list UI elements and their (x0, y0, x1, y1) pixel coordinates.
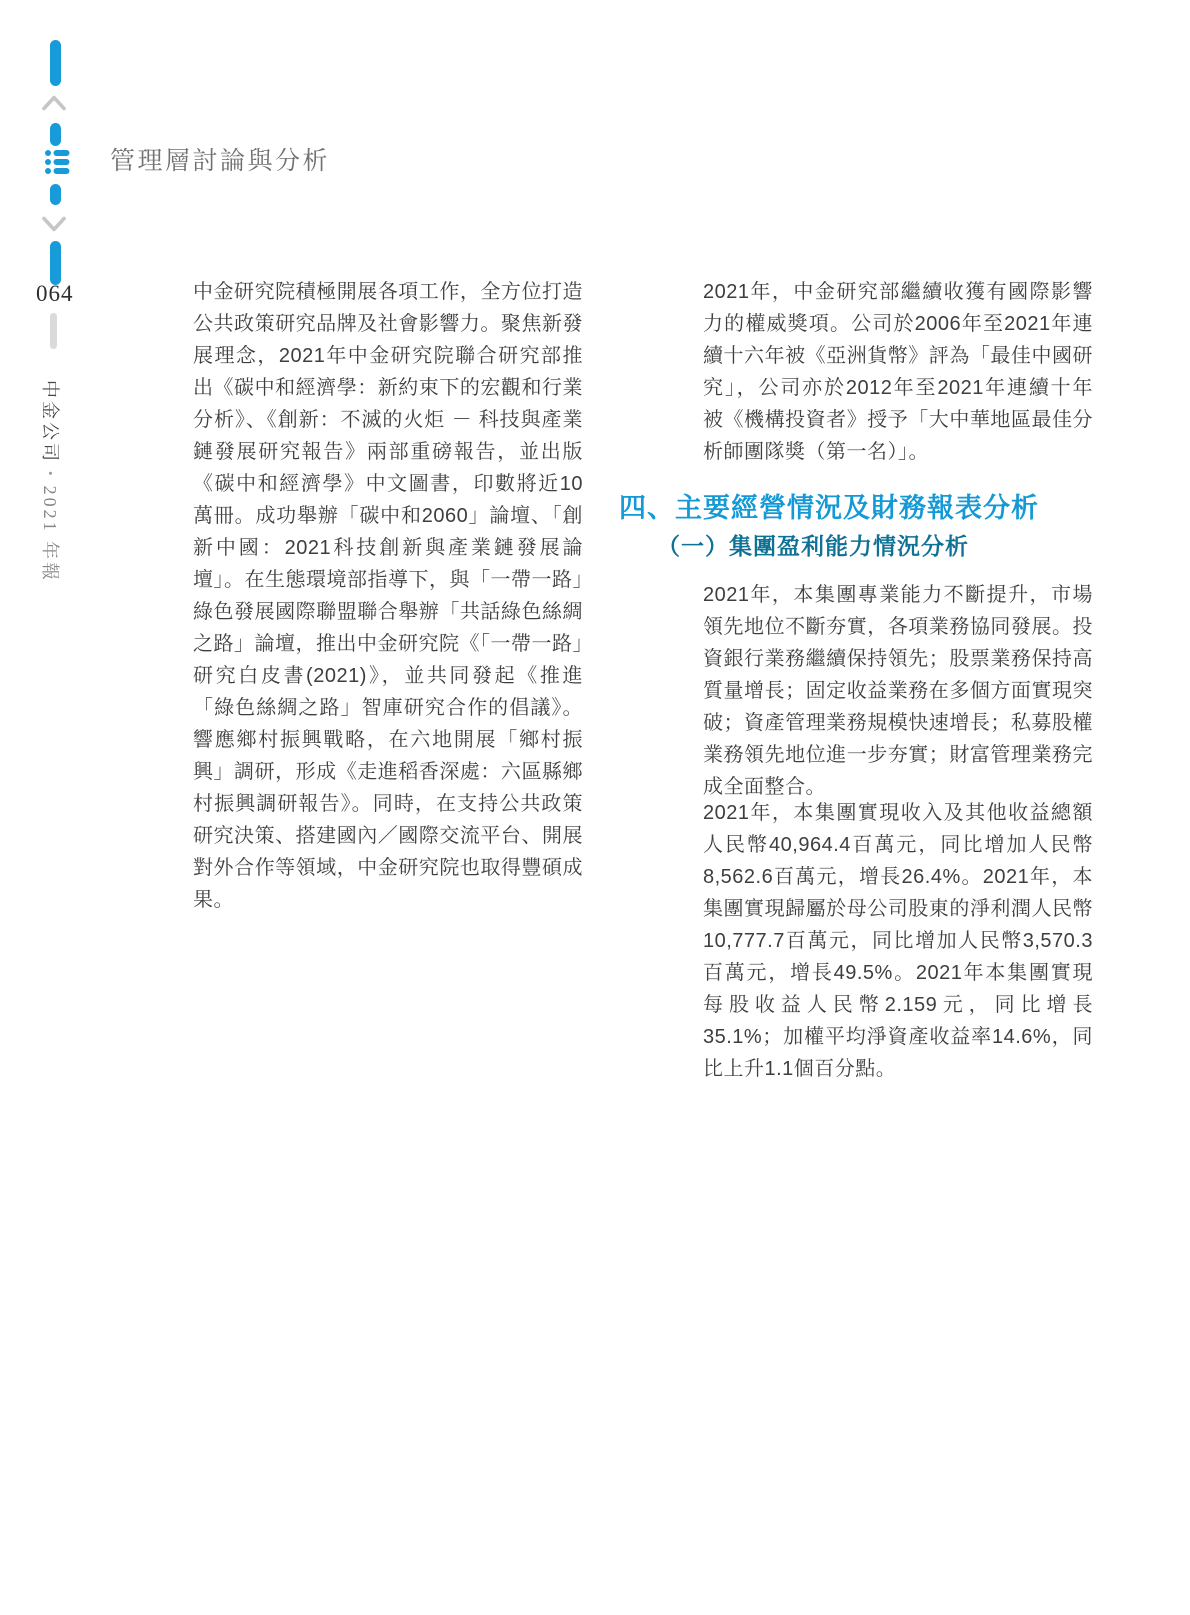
chevron-up-icon (42, 94, 66, 112)
bullet-separator: • (43, 471, 58, 479)
business-overview-paragraph: 2021年，本集團專業能力不斷提升，市場領先地位不斷夯實，各項業務協同發展。投資銀行業務繼續保持領先；股票業務保持高質量增長；固定收益業務在多個方面實現突破；資產管理業務規模快速增長；私募股權業務領先地位進一步夯實；財富管理業務完成全面整合。 (703, 584, 1093, 798)
rail-bar-small-lower (50, 184, 61, 205)
page-number-divider (50, 313, 57, 349)
rail-bar-bottom (50, 241, 61, 285)
page-title: 管理層討論與分析 (110, 148, 331, 175)
research-institute-paragraph: 中金研究院積極開展各項工作，全方位打造公共政策研究品牌及社會影響力。聚焦新發展理念，2021年中金研究院聯合研究部推出《碳中和經濟學：新約束下的宏觀和行業分析》、《創新：不滅的火炬 － 科技與產業鏈發展研究報告》兩部重磅報告，並出版《碳中和經濟學》中文圖書，印數將近10萬冊。成功舉辦「碳中和2060」論壇、「創新中國：2021科技創新與產業鏈發展論壇」。在生態環境部指導下，與「一帶一路」綠色發展國際聯盟聯合舉辦「共話綠色絲綢之路」論壇，推出中金研究院《「一帶一路」研究白皮書(2021)》，並共同發起《推進「綠色絲綢之路」智庫研究合作的倡議》。響應鄉村振興戰略，在六地開展「鄉村振興」調研，形成《走進稻香深處：六區縣鄉村振興調研報告》。同時，在支持公共政策研究決策、搭建國內／國際交流平台、開展對外合作等領域，中金研究院也取得豐碩成果。 (193, 281, 583, 911)
report-title-vertical (38, 380, 64, 583)
page-number: 064 (36, 281, 74, 306)
list-icon (45, 149, 70, 175)
section-heading: 四、主要經營情況及財務報表分析 (619, 493, 1039, 523)
sub-section-heading: （一）集團盈利能力情況分析 (657, 533, 969, 559)
rail-bar-small-upper (50, 123, 61, 146)
rail-bar-top (50, 40, 61, 86)
report-year: 2021 年報 (40, 485, 60, 584)
awards-paragraph: 2021年，中金研究部繼續收獲有國際影響力的權威獎項。公司於2006年至2021年連續十六年被《亞洲貨幣》評為「最佳中國研究」，公司亦於2012年至2021年連續十年被《機構投資者》授予「大中華地區最佳分析師團隊獎（第一名）」。 (703, 281, 1093, 463)
financial-results-paragraph: 2021年，本集團實現收入及其他收益總額人民幣40,964.4百萬元，同比增加人民幣8,562.6百萬元，增長26.4%。2021年，本集團實現歸屬於母公司股東的淨利潤人民幣10,777.7百萬元，同比增加人民幣3,570.3百萬元，增長49.5%。2021年本集團實現每股收益人民幣2.159元，同比增長35.1%；加權平均淨資產收益率14.6%，同比上升1.1個百分點。 (703, 802, 1093, 1080)
company-name: 中金公司 (40, 380, 60, 464)
chevron-down-icon (42, 215, 66, 233)
